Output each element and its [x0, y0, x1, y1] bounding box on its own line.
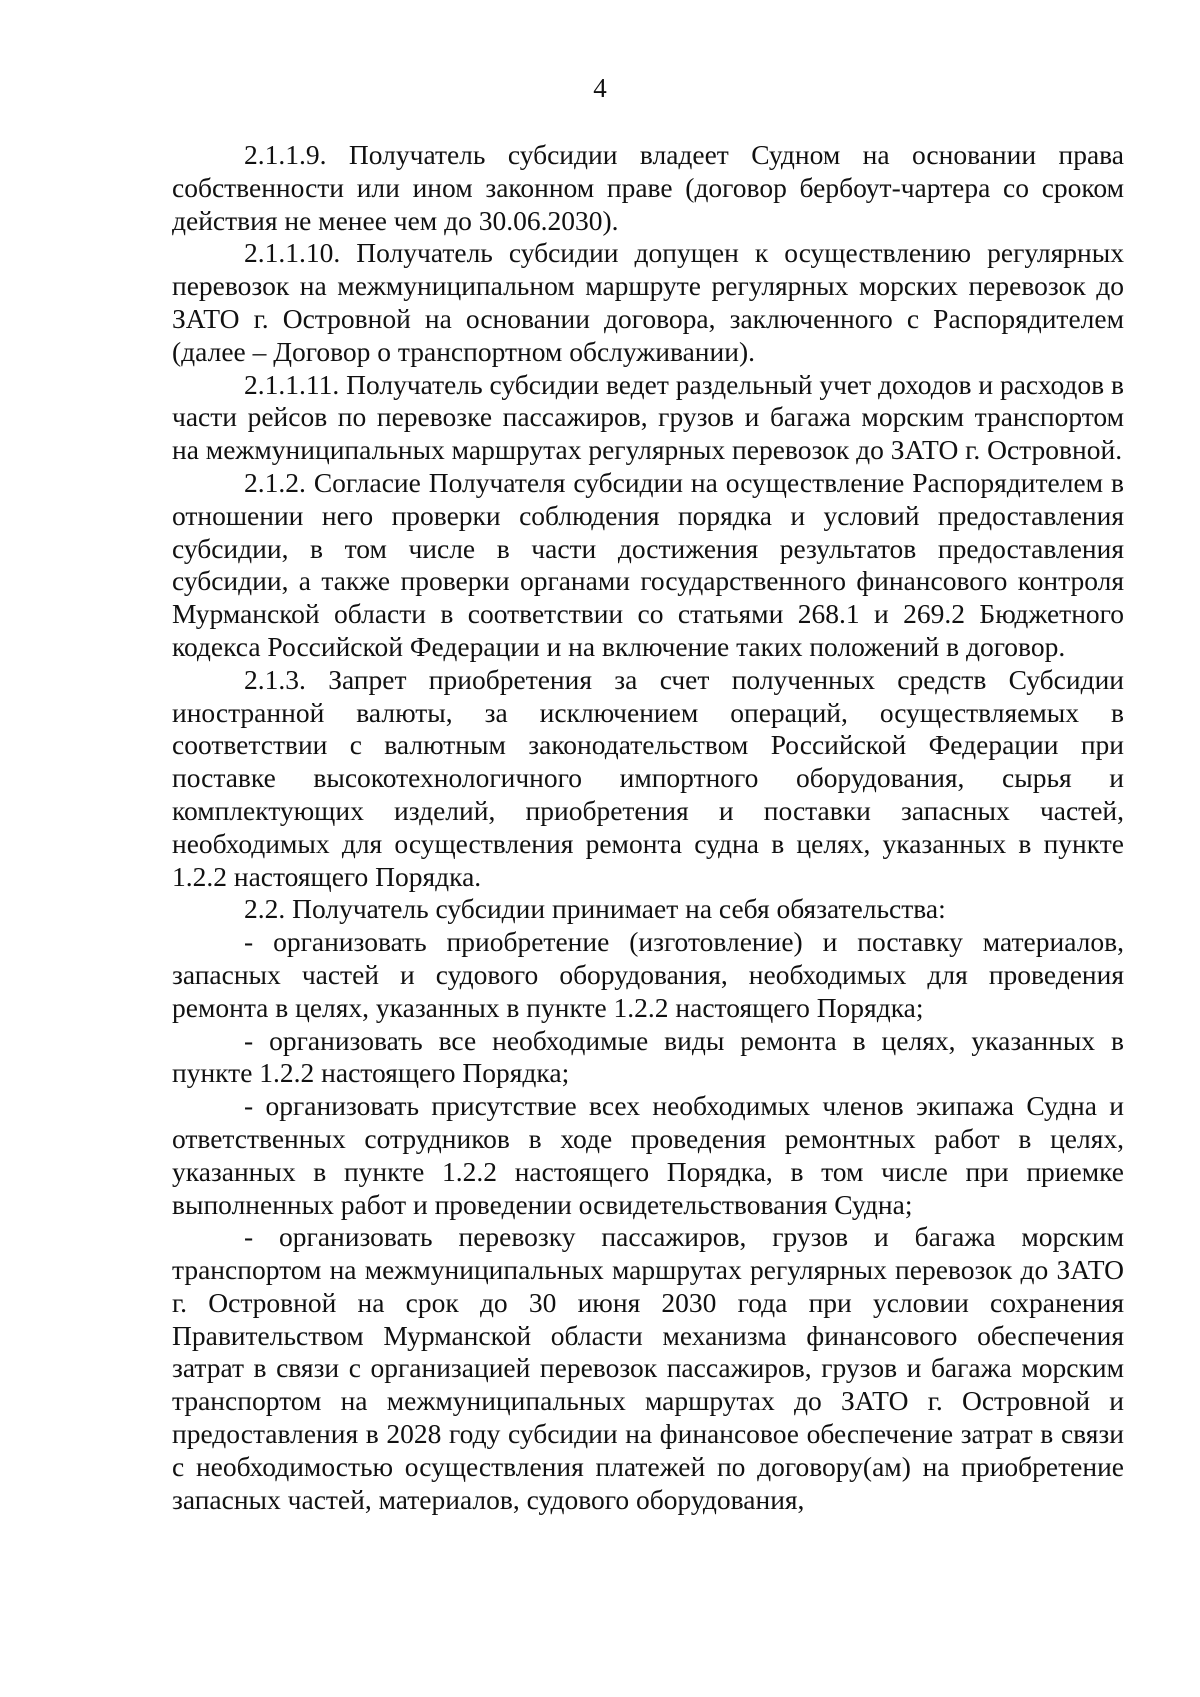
obligation-item: - организовать присутствие всех необходимых членов экипажа Судна и ответственных сотрудников в ходе проведения ремонтных работ в целях, указанных в пункте 1.2.2 настоящего Порядка, в том числе при приемке выполненных работ и проведении освидетельствования Судна; [172, 1090, 1124, 1220]
paragraph-2-2: 2.2. Получатель субсидии принимает на себя обязательства: [244, 893, 946, 925]
paragraph-2-1-1-11: 2.1.1.11. Получатель субсидии ведет раздельный учет доходов и расходов в части рейсов по перевозке пассажиров, грузов и багажа морским транспортом на межмуниципальных маршрутах регулярных перевозок до ЗАТО г. Островной. [172, 368, 1124, 466]
document-body [172, 139, 1124, 1516]
page-number: 4 [593, 73, 607, 103]
paragraph-2-1-3: 2.1.3. Запрет приобретения за счет полученных средств Субсидии иностранной валюты, за исключением операций, осуществляемых в соответствии с валютным законодательством Российской Федерации при поставке высокотехнологичного импортного оборудования, сырья и комплектующих изделий, приобретения и поставки запасных частей, необходимых для осуществления ремонта судна в целях, указанных в пункте 1.2.2 настоящего Порядка. [172, 663, 1124, 892]
obligation-item: - организовать перевозку пассажиров, грузов и багажа морским транспортом на межмуниципальных маршрутах регулярных перевозок до ЗАТО г. Островной на срок до 30 июня 2030 года при условии сохранения Правительством Мурманской области механизма финансового обеспечения затрат в связи с организацией перевозок пассажиров, грузов и багажа морским транспортом на межмуниципальных маршрутах до ЗАТО г. Островной и предоставления в 2028 году субсидии на финансовое обеспечение затрат в связи с необходимостью осуществления платежей по договору(ам) на приобретение запасных частей, материалов, судового оборудования, [172, 1221, 1124, 1515]
paragraph-2-1-1-9: 2.1.1.9. Получатель субсидии владеет Судном на основании права собственности или ином законном праве (договор бербоут-чартера со сроком действия не менее чем до 30.06.2030). [172, 139, 1124, 236]
obligation-item: - организовать все необходимые виды ремонта в целях, указанных в пункте 1.2.2 настоящего Порядка; [172, 1024, 1124, 1089]
paragraph-2-1-1-10: 2.1.1.10. Получатель субсидии допущен к осуществлению регулярных перевозок на межмуниципальном маршруте регулярных морских перевозок до ЗАТО г. Островной на основании договора, заключенного с Распорядителем (далее – Договор о транспортном обслуживании). [172, 237, 1124, 367]
paragraph-2-1-2: 2.1.2. Согласие Получателя субсидии на осуществление Распорядителем в отношении него проверки соблюдения порядка и условий предоставления субсидии, в том числе в части достижения результатов предоставления субсидии, а также проверки органами государственного финансового контроля Мурманской области в соответствии со статьями 268.1 и 269.2 Бюджетного кодекса Российской Федерации и на включение таких положений в договор. [172, 466, 1124, 662]
obligation-item: - организовать приобретение (изготовление) и поставку материалов, запасных частей и судового оборудования, необходимых для проведения ремонта в целях, указанных в пункте 1.2.2 настоящего Порядка; [172, 926, 1124, 1023]
